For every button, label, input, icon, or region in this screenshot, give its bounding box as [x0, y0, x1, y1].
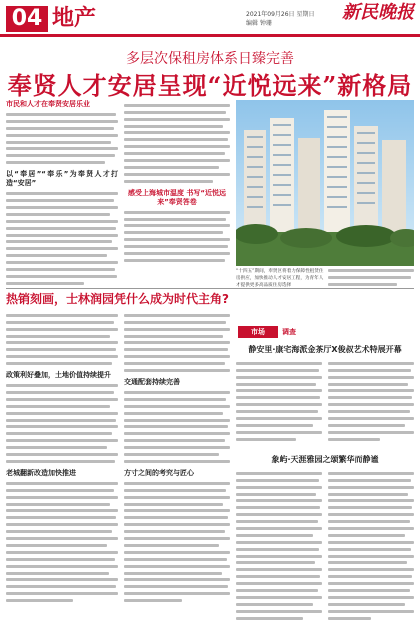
section-divider: [6, 288, 414, 289]
market-label-text: 调查: [282, 328, 296, 336]
middle-article-column: [124, 100, 230, 286]
issue-date: 2021年09月26日 星期日: [246, 11, 315, 18]
section2-subhead-2: 老城翻新改造加快推进: [6, 468, 76, 477]
photo-caption: “十四五”期间，奉贤区将着力保障性租赁住房供应，加快推动人才安居工程，为青年人才提供更多高品质住房选择: [236, 269, 324, 288]
article-headline: 奉贤人才安居呈现“近悦远来”新格局: [7, 71, 413, 100]
issue-editor: 编辑 钟珊: [246, 20, 272, 27]
market-title-1: 静安里·康宅海派金茶厅X俊叔艺术特展开幕: [248, 345, 402, 354]
middle-subhead: 感受上海城市温度 书写“近悦远来”奉贤答卷: [127, 188, 227, 206]
text-lines-a: [6, 113, 118, 164]
lead-text: 市民和人才在奉贤安居乐业: [6, 100, 90, 108]
market-label: 市场: [238, 326, 278, 338]
text-lines-b: [6, 192, 118, 285]
article-kicker: 多层次保租房体系日臻完善: [126, 51, 294, 67]
section2-subhead-3: 交通配套持续完善: [124, 378, 180, 387]
market-column-1: [236, 358, 322, 452]
residential-towers-photo: [236, 100, 414, 266]
section-name: 地产: [52, 6, 97, 31]
page-header: [0, 0, 420, 40]
section2-title: 热销刻画，士林润园凭什么成为时代主角?: [6, 292, 229, 306]
market-column-2: [328, 358, 414, 452]
market-column-3: [236, 468, 322, 636]
section2-subhead-4: 方寸之间的考究与匠心: [124, 468, 194, 477]
left-article-column: [6, 100, 118, 286]
newspaper-logo: 新民晚报: [342, 2, 414, 23]
section2-subhead-1: 政策利好叠加，土地价值持续提升: [6, 371, 111, 380]
issue-meta: [246, 10, 314, 28]
left-subhead: 以“奉居”“奉乐”为奉贤人才打造“安居”: [6, 170, 118, 188]
text-lines-c: [124, 104, 230, 183]
section-number: 04: [6, 6, 48, 32]
market-title-2: 象屿·天涯雅园之颂繁华而静谧: [271, 455, 379, 464]
text-lines-d: [124, 211, 230, 262]
market-column-4: [328, 468, 414, 636]
header-rule: [0, 34, 420, 37]
section2-column-2: [124, 310, 230, 636]
section2-column-1: [6, 310, 118, 636]
right-caption-column: [328, 268, 414, 290]
